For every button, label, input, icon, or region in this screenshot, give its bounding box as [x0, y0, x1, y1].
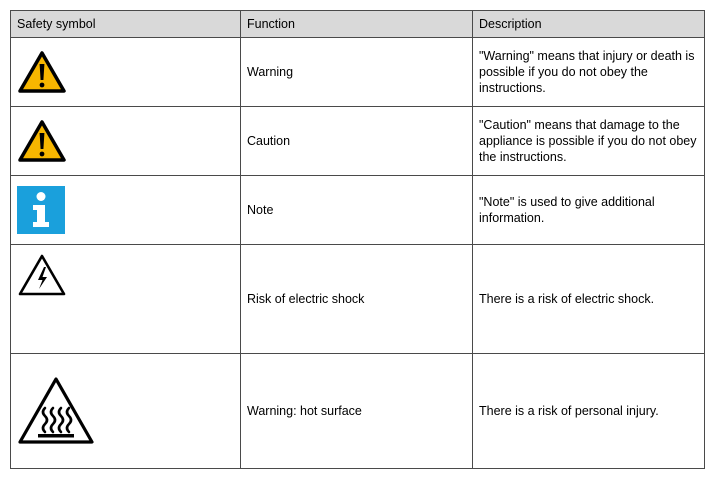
warning-triangle-icon [17, 50, 67, 94]
description-cell [473, 176, 705, 245]
header-function: Function [241, 11, 473, 38]
symbol-cell [11, 176, 241, 245]
symbol-cell [11, 354, 241, 469]
table-header [11, 11, 705, 38]
function-cell: Note [241, 176, 473, 245]
info-note-icon [17, 186, 65, 234]
table-row [11, 38, 705, 107]
description-text: "Caution" means that damage to the appliance is possible if you do not obey the instructions. [479, 118, 697, 164]
description-cell [473, 354, 705, 469]
header-safety-symbol: Safety symbol [11, 11, 241, 38]
description-cell [473, 245, 705, 354]
description-text: There is a risk of electric shock. [479, 292, 655, 306]
description-text: "Note" is used to give additional information. [479, 195, 655, 225]
function-cell: Risk of electric shock [241, 245, 473, 354]
table-row [11, 176, 705, 245]
table-body [11, 38, 705, 469]
symbol-cell [11, 38, 241, 107]
function-cell: Warning: hot surface [241, 354, 473, 469]
description-text: "Warning" means that injury or death is possible if you do not obey the instructions. [479, 49, 695, 95]
table-row [11, 354, 705, 469]
table-row [11, 245, 705, 354]
symbol-cell [11, 107, 241, 176]
function-cell: Caution [241, 107, 473, 176]
symbol-cell [11, 245, 241, 354]
function-cell: Warning [241, 38, 473, 107]
table-row [11, 107, 705, 176]
description-text: There is a risk of personal injury. [479, 404, 659, 418]
description-cell [473, 107, 705, 176]
header-description: Description [473, 11, 705, 38]
description-cell [473, 38, 705, 107]
safety-symbols-table [10, 10, 705, 469]
hot-surface-icon [17, 376, 95, 446]
electric-shock-icon [17, 253, 67, 297]
caution-triangle-icon [17, 119, 67, 163]
header-row [11, 11, 705, 38]
